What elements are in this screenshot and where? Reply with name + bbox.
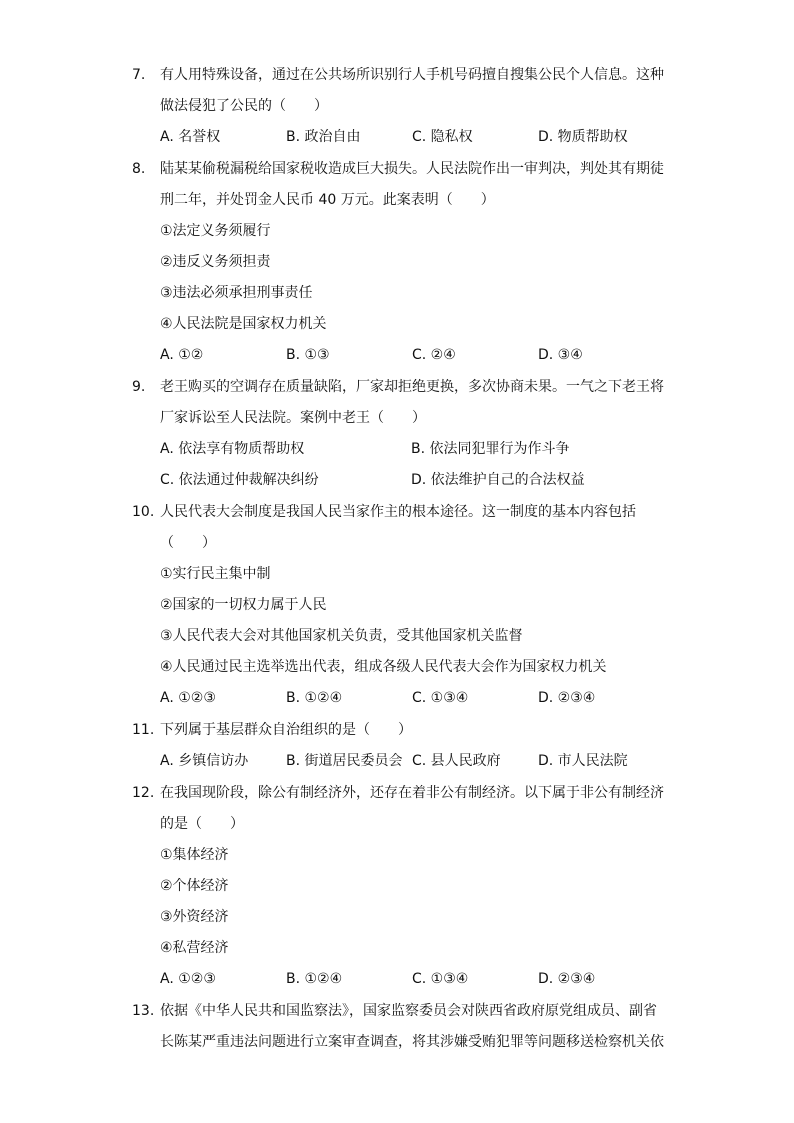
question-stem-line: 有人用特殊设备，通过在公共场所识别行人手机号码擅自搜集公民个人信息。这种 [160, 67, 664, 83]
option-b[interactable]: B. 政治自由 [286, 129, 361, 145]
statement: ①集体经济 [160, 847, 229, 863]
question-stem-line: 下列属于基层群众自治组织的是（ ） [160, 722, 412, 738]
options-row [132, 434, 672, 465]
question-number: 8. [132, 161, 146, 177]
statement: ①法定义务须履行 [160, 223, 271, 239]
option-a[interactable]: A. 乡镇信访办 [160, 753, 249, 769]
option-c[interactable]: C. 依法通过仲裁解决纠纷 [160, 472, 319, 488]
question-stem-line: 老王购买的空调存在质量缺陷，厂家却拒绝更换，多次协商未果。一气之下老王将 [160, 379, 664, 395]
question-11 [132, 715, 672, 777]
option-a[interactable]: A. 名誉权 [160, 129, 221, 145]
option-c[interactable]: C. ①③④ [412, 971, 469, 987]
question-number: 11. [132, 722, 155, 738]
statement: ④人民法院是国家权力机关 [160, 316, 327, 332]
question-number: 9. [132, 379, 146, 395]
question-8 [132, 154, 672, 371]
question-stem-line: （ ） [160, 535, 216, 551]
option-c[interactable]: C. 县人民政府 [412, 753, 501, 769]
statement: ③外资经济 [160, 909, 229, 925]
question-stem-line: 厂家诉讼至人民法院。案例中老王（ ） [160, 410, 426, 426]
statement: ①实行民主集中制 [160, 566, 271, 582]
question-stem-line: 刑二年，并处罚金人民币 40 万元。此案表明（ ） [160, 192, 495, 208]
options-row [132, 340, 672, 371]
option-a[interactable]: A. ①② [160, 347, 204, 363]
options-row [132, 964, 672, 995]
option-b[interactable]: B. ①②④ [286, 690, 343, 706]
option-d[interactable]: D. 物质帮助权 [538, 129, 628, 145]
statement: ④私营经济 [160, 940, 229, 956]
option-d[interactable]: D. 依法维护自己的合法权益 [411, 472, 585, 488]
question-number: 10. [132, 504, 155, 520]
option-c[interactable]: C. ①③④ [412, 690, 469, 706]
statement: ②违反义务须担责 [160, 254, 271, 270]
question-number: 12. [132, 785, 155, 801]
options-row [132, 746, 672, 777]
question-9 [132, 372, 672, 496]
question-stem-line: 长陈某严重违法问题进行立案审查调查，将其涉嫌受贿犯罪等问题移送检察机关依 [160, 1034, 664, 1050]
question-stem-line: 人民代表大会制度是我国人民当家作主的根本途径。这一制度的基本内容包括 [160, 504, 636, 520]
statement: ④人民通过民主选举选出代表，组成各级人民代表大会作为国家权力机关 [160, 659, 607, 675]
question-10 [132, 497, 672, 714]
option-a[interactable]: A. 依法享有物质帮助权 [160, 441, 305, 457]
options-row [132, 465, 672, 496]
option-c[interactable]: C. ②④ [412, 347, 456, 363]
option-b[interactable]: B. 依法同犯罪行为作斗争 [411, 441, 570, 457]
option-d[interactable]: D. ③④ [538, 347, 583, 363]
option-d[interactable]: D. ②③④ [538, 690, 596, 706]
question-stem-line: 做法侵犯了公民的（ ） [160, 98, 328, 114]
option-b[interactable]: B. ①③ [286, 347, 330, 363]
options-row [132, 683, 672, 714]
question-12 [132, 778, 672, 995]
statement: ③违法必须承担刑事责任 [160, 285, 313, 301]
question-number: 13. [132, 1003, 155, 1019]
question-stem-line: 依据《中华人民共和国监察法》，国家监察委员会对陕西省政府原党组成员、副省 [160, 1003, 657, 1019]
statement: ③人民代表大会对其他国家机关负责，受其他国家机关监督 [160, 628, 523, 644]
option-a[interactable]: A. ①②③ [160, 690, 216, 706]
option-d[interactable]: D. 市人民法院 [538, 753, 628, 769]
statement: ②国家的一切权力属于人民 [160, 597, 327, 613]
option-b[interactable]: B. ①②④ [286, 971, 343, 987]
option-d[interactable]: D. ②③④ [538, 971, 596, 987]
option-c[interactable]: C. 隐私权 [412, 129, 473, 145]
options-row [132, 122, 672, 153]
question-13 [132, 996, 672, 1058]
option-b[interactable]: B. 街道居民委员会 [286, 753, 403, 769]
question-7 [132, 60, 672, 153]
option-a[interactable]: A. ①②③ [160, 971, 216, 987]
question-stem-line: 在我国现阶段，除公有制经济外，还存在着非公有制经济。以下属于非公有制经济 [160, 785, 664, 801]
question-stem-line: 陆某某偷税漏税给国家税收造成巨大损失。人民法院作出一审判决，判处其有期徒 [160, 161, 664, 177]
statement: ②个体经济 [160, 878, 229, 894]
question-stem-line: 的是（ ） [160, 816, 244, 832]
question-number: 7. [132, 67, 146, 83]
